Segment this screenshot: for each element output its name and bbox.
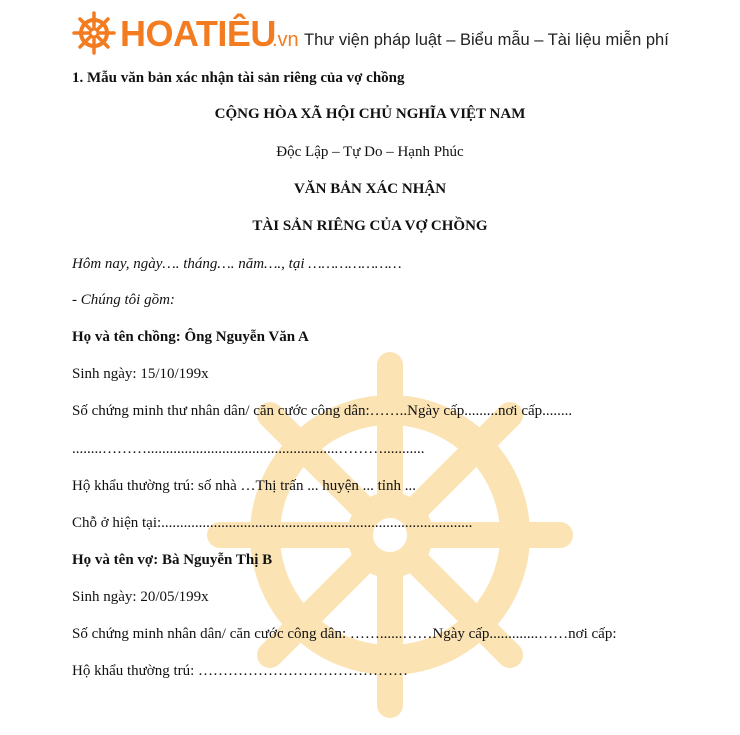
- wife-dob: Sinh ngày: 20/05/199x: [72, 589, 209, 605]
- nation-header: CỘNG HÒA XÃ HỘI CHỦ NGHĨA VIỆT NAM: [214, 106, 526, 122]
- site-header: [72, 10, 712, 60]
- wife-household: Hộ khẩu thường trú: ……………………………………: [72, 663, 409, 679]
- intro-line: - Chúng tôi gồm:: [72, 292, 175, 308]
- motto: Độc Lập – Tự Do – Hạnh Phúc: [276, 144, 464, 160]
- husband-id: Số chứng minh thư nhân dân/ căn cước công dân:……..Ngày cấp.........nơi cấp........: [72, 403, 573, 419]
- site-logo-suffix[interactable]: .vn: [272, 29, 299, 51]
- document-subtitle: TÀI SẢN RIÊNG CỦA VỢ CHỒNG: [252, 218, 488, 234]
- section-title: 1. Mẫu văn bản xác nhận tài sản riêng của vợ chồng: [72, 70, 405, 86]
- document-title: VĂN BẢN XÁC NHẬN: [293, 181, 447, 197]
- site-logo[interactable]: HOATIÊU: [120, 13, 276, 54]
- husband-household: Hộ khẩu thường trú: số nhà …Thị trấn ... huyện ... tỉnh ...: [72, 478, 416, 494]
- husband-name: Họ và tên chồng: Ông Nguyễn Văn A: [72, 329, 309, 345]
- wife-name: Họ và tên vợ: Bà Nguyễn Thị B: [72, 552, 273, 568]
- husband-dob: Sinh ngày: 15/10/199x: [72, 366, 209, 382]
- date-line: Hôm nay, ngày…. tháng…. năm…., tại …………………: [72, 256, 402, 272]
- ship-wheel-icon: [72, 11, 116, 55]
- wife-id: Số chứng minh nhân dân/ căn cước công dân: ……......……Ngày cấp.............……nơi cấp:: [72, 626, 617, 642]
- husband-residence: Chỗ ở hiện tại:...................................................................................: [72, 515, 473, 531]
- site-tagline: Thư viện pháp luật – Biểu mẫu – Tài liệu miễn phí: [304, 31, 669, 49]
- husband-id-continued: ........………...................................................………...........: [72, 441, 425, 457]
